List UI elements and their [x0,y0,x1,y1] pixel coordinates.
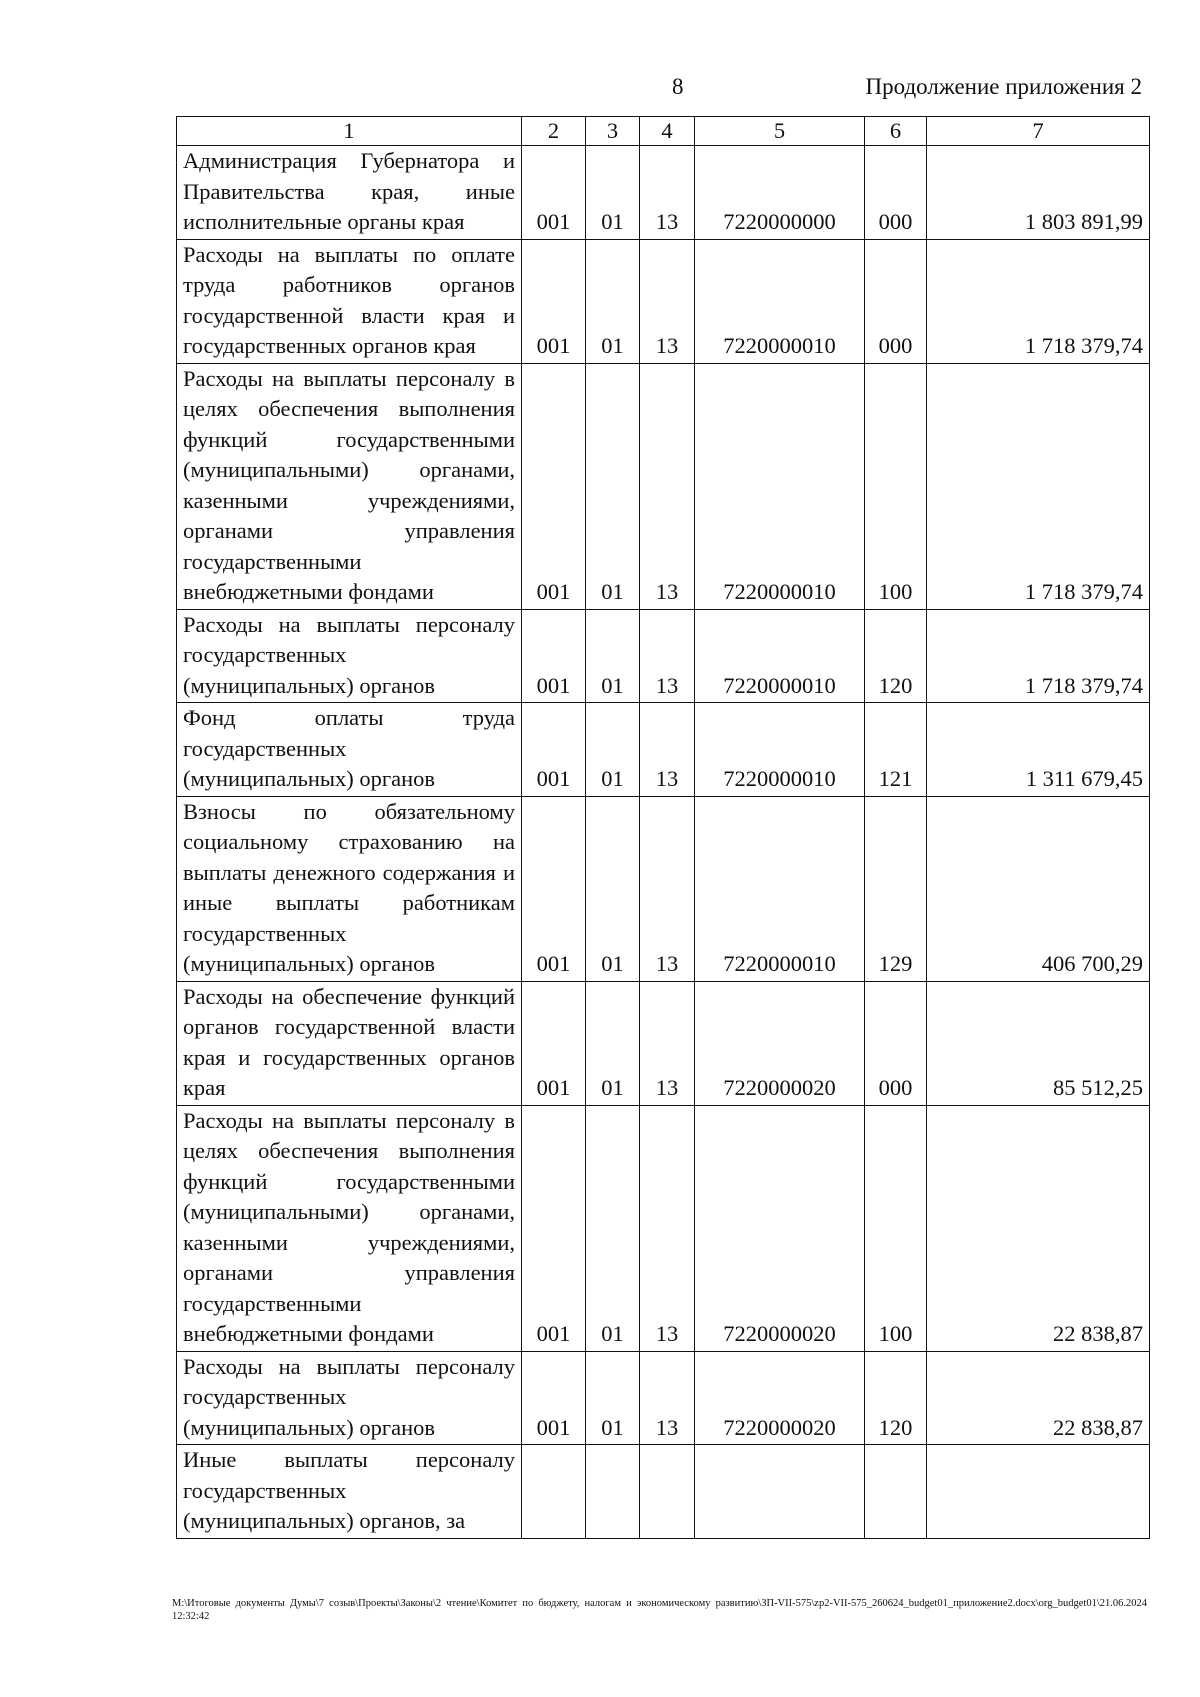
subsection-cell [640,1445,695,1539]
target-article-cell: 7220000010 [695,796,865,981]
expense-type-cell: 000 [865,981,927,1105]
page-number: 8 [672,74,684,99]
target-article-cell: 7220000020 [695,1105,865,1351]
code-cell: 001 [522,363,586,609]
subsection-cell: 13 [640,609,695,703]
code-cell: 001 [522,796,586,981]
target-article-cell: 7220000020 [695,981,865,1105]
section-cell: 01 [586,1105,640,1351]
table-row [177,609,1150,703]
row-name-cell: Администрация Губернатора и Правительства края, иные исполнительные органы края [177,146,522,240]
table-row [177,239,1150,363]
table-header-row [177,117,1150,146]
row-name-cell: Расходы на обеспечение функций органов государственной власти края и государственных органов края [177,981,522,1105]
table-row [177,796,1150,981]
table-row [177,363,1150,609]
subsection-cell: 13 [640,981,695,1105]
table-row [177,1105,1150,1351]
column-header: 1 [177,117,522,146]
section-cell: 01 [586,363,640,609]
section-cell: 01 [586,796,640,981]
code-cell: 001 [522,703,586,797]
section-cell [586,1445,640,1539]
row-name-cell: Расходы на выплаты персоналу в целях обеспечения выполнения функций государственными (муниципальными) органами, казенными учреждениями, органами управления государственными внебюджетными фондами [177,1105,522,1351]
amount-cell [927,1445,1150,1539]
table-row [177,981,1150,1105]
subsection-cell: 13 [640,703,695,797]
amount-cell: 22 838,87 [927,1105,1150,1351]
subsection-cell: 13 [640,146,695,240]
code-cell: 001 [522,609,586,703]
target-article-cell: 7220000010 [695,703,865,797]
row-name-cell: Расходы на выплаты персоналу государственных (муниципальных) органов [177,609,522,703]
subsection-cell: 13 [640,1351,695,1445]
document-path-footer: M:\Итоговые документы Думы\7 созыв\Проекты\Законы\2 чтение\Комитет по бюджету, налогам и экономическому развитию\ЗП-VII-575\zp2-VII-575_260624_budget01_приложение2.docx\org_budget01\21.06.2024 12:32:42 [172,1598,1147,1622]
column-header: 5 [695,117,865,146]
section-cell: 01 [586,1351,640,1445]
column-header: 3 [586,117,640,146]
target-article-cell: 7220000010 [695,239,865,363]
target-article-cell: 7220000010 [695,609,865,703]
expense-type-cell: 120 [865,1351,927,1445]
expense-type-cell: 100 [865,363,927,609]
row-name-cell: Фонд оплаты труда государственных (муниципальных) органов [177,703,522,797]
amount-cell: 1 718 379,74 [927,609,1150,703]
amount-cell: 1 718 379,74 [927,363,1150,609]
amount-cell: 85 512,25 [927,981,1150,1105]
amount-cell: 1 311 679,45 [927,703,1150,797]
section-cell: 01 [586,981,640,1105]
column-header: 7 [927,117,1150,146]
target-article-cell [695,1445,865,1539]
budget-table [176,116,1150,1539]
row-name-cell: Взносы по обязательному социальному страхованию на выплаты денежного содержания и иные выплаты работникам государственных (муниципальных) органов [177,796,522,981]
expense-type-cell: 000 [865,239,927,363]
target-article-cell: 7220000020 [695,1351,865,1445]
expense-type-cell: 000 [865,146,927,240]
row-name-cell: Расходы на выплаты персоналу государственных (муниципальных) органов [177,1351,522,1445]
section-cell: 01 [586,703,640,797]
code-cell: 001 [522,1351,586,1445]
continuation-label: Продолжение приложения 2 [865,74,1142,99]
column-header: 4 [640,117,695,146]
section-cell: 01 [586,146,640,240]
table-row [177,703,1150,797]
code-cell: 001 [522,146,586,240]
code-cell: 001 [522,239,586,363]
subsection-cell: 13 [640,239,695,363]
amount-cell: 1 803 891,99 [927,146,1150,240]
code-cell [522,1445,586,1539]
table-row [177,146,1150,240]
expense-type-cell: 120 [865,609,927,703]
table-row [177,1351,1150,1445]
row-name-cell: Расходы на выплаты персоналу в целях обеспечения выполнения функций государственными (муниципальными) органами, казенными учреждениями, органами управления государственными внебюджетными фондами [177,363,522,609]
expense-type-cell: 121 [865,703,927,797]
expense-type-cell: 129 [865,796,927,981]
target-article-cell: 7220000000 [695,146,865,240]
amount-cell: 1 718 379,74 [927,239,1150,363]
expense-type-cell [865,1445,927,1539]
column-header: 2 [522,117,586,146]
table-row [177,1445,1150,1539]
row-name-cell: Расходы на выплаты по оплате труда работников органов государственной власти края и государственных органов края [177,239,522,363]
section-cell: 01 [586,609,640,703]
subsection-cell: 13 [640,363,695,609]
expense-type-cell: 100 [865,1105,927,1351]
code-cell: 001 [522,1105,586,1351]
code-cell: 001 [522,981,586,1105]
row-name-cell: Иные выплаты персоналу государственных (муниципальных) органов, за [177,1445,522,1539]
subsection-cell: 13 [640,796,695,981]
section-cell: 01 [586,239,640,363]
amount-cell: 22 838,87 [927,1351,1150,1445]
subsection-cell: 13 [640,1105,695,1351]
target-article-cell: 7220000010 [695,363,865,609]
amount-cell: 406 700,29 [927,796,1150,981]
column-header: 6 [865,117,927,146]
